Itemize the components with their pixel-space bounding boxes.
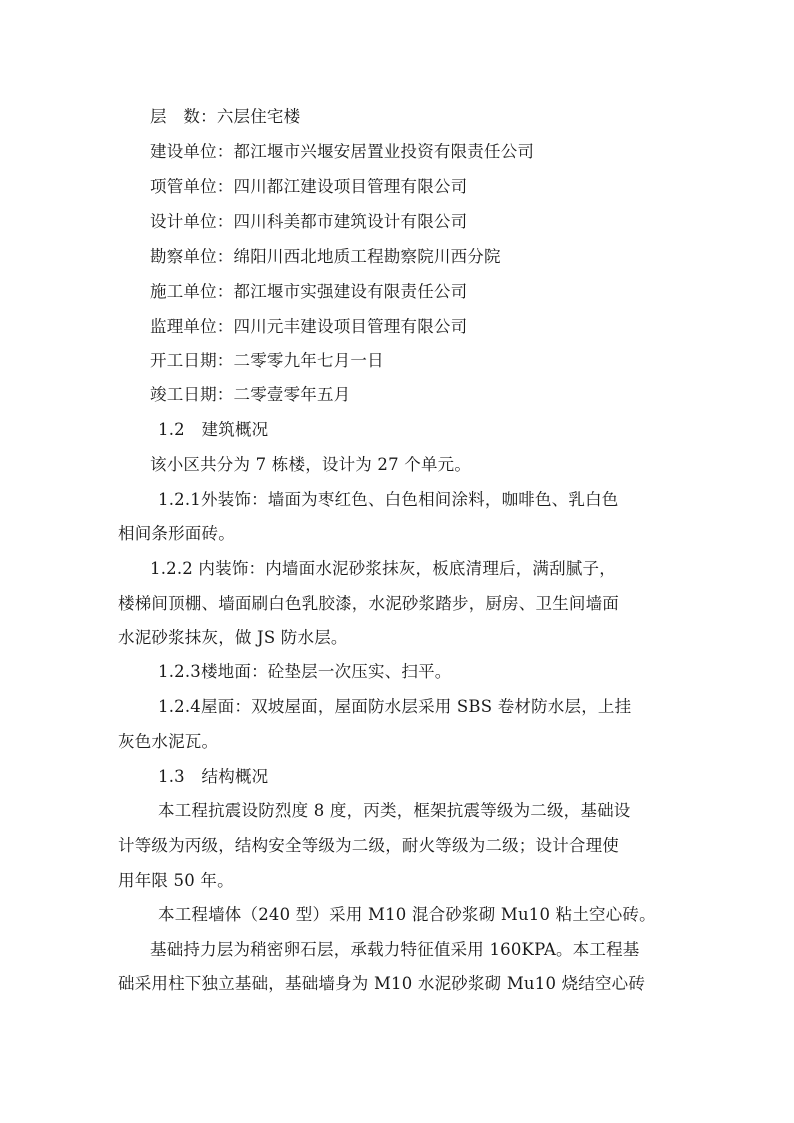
section-1-3-heading: 1.3 结构概况 <box>158 767 269 786</box>
structure-para1-line3: 用年限 50 年。 <box>118 871 234 890</box>
interior-line-2: 楼梯间顶棚、墙面刷白色乳胶漆，水泥砂浆踏步，厨房、卫生间墙面 <box>118 594 619 613</box>
info-floors <box>150 106 300 128</box>
exterior-line-1: 1.2.1外装饰：墙面为枣红色、白色相间涂料，咖啡色、乳白色 <box>158 490 619 509</box>
info-survey-label: 勘察单位： <box>150 247 234 266</box>
info-design-value: 四川科美都市建筑设计有限公司 <box>233 212 468 231</box>
info-project-mgmt <box>150 176 467 198</box>
info-floors-value: 六层住宅楼 <box>216 107 301 126</box>
info-floors-label: 层 数： <box>150 107 217 126</box>
exterior-line-2: 相间条形面砖。 <box>118 524 235 543</box>
structure-para3-line1: 基础持力层为稍密卵石层，承载力特征值采用 160KPA。本工程基 <box>150 940 640 959</box>
info-construction <box>150 281 467 303</box>
info-supervision-label: 监理单位： <box>150 317 234 336</box>
info-end-date-value: 二零壹零年五月 <box>233 385 351 404</box>
info-start-date-label: 开工日期： <box>150 351 234 370</box>
structure-para1-line1: 本工程抗震设防烈度 8 度，丙类，框架抗震等级为二级，基础设 <box>158 801 631 820</box>
info-project-mgmt-label: 项管单位： <box>150 177 234 196</box>
floor-line-1: 1.2.3楼地面：砼垫层一次压实、扫平。 <box>158 662 452 681</box>
info-construction-value: 都江堰市实强建设有限责任公司 <box>233 282 468 301</box>
section-1-2-heading: 1.2 建筑概况 <box>158 420 269 439</box>
info-project-mgmt-value: 四川都江建设项目管理有限公司 <box>233 177 468 196</box>
info-design <box>150 211 467 233</box>
info-design-label: 设计单位： <box>150 212 234 231</box>
info-end-date <box>150 384 350 406</box>
roof-line-1: 1.2.4屋面：双坡屋面，屋面防水层采用 SBS 卷材防水层，上挂 <box>158 697 632 716</box>
info-supervision <box>150 316 467 338</box>
section-1-2-intro: 该小区共分为 7 栋楼，设计为 27 个单元。 <box>150 455 472 474</box>
roof-line-2: 灰色水泥瓦。 <box>118 732 219 751</box>
info-start-date <box>150 350 384 372</box>
info-builder-value: 都江堰市兴堰安居置业投资有限责任公司 <box>233 142 535 161</box>
info-survey-value: 绵阳川西北地质工程勘察院川西分院 <box>233 247 501 266</box>
interior-line-1: 1.2.2 内装饰：内墙面水泥砂浆抹灰，板底清理后，满刮腻子， <box>150 559 616 578</box>
info-start-date-value: 二零零九年七月一日 <box>233 351 384 370</box>
structure-para3-line2: 础采用柱下独立基础，基础墙身为 M10 水泥砂浆砌 Mu10 烧结空心砖 <box>118 974 646 993</box>
info-builder <box>150 141 534 163</box>
info-survey <box>150 246 501 268</box>
interior-line-3: 水泥砂浆抹灰，做 JS 防水层。 <box>118 628 348 647</box>
info-builder-label: 建设单位： <box>150 142 234 161</box>
structure-para1-line2: 计等级为丙级，结构安全等级为二级，耐火等级为二级；设计合理使 <box>118 836 619 855</box>
info-end-date-label: 竣工日期： <box>150 385 234 404</box>
info-supervision-value: 四川元丰建设项目管理有限公司 <box>233 317 468 336</box>
info-construction-label: 施工单位： <box>150 282 234 301</box>
structure-para2-line1: 本工程墙体（240 型）采用 M10 混合砂浆砌 Mu10 粘土空心砖。 <box>158 905 656 924</box>
